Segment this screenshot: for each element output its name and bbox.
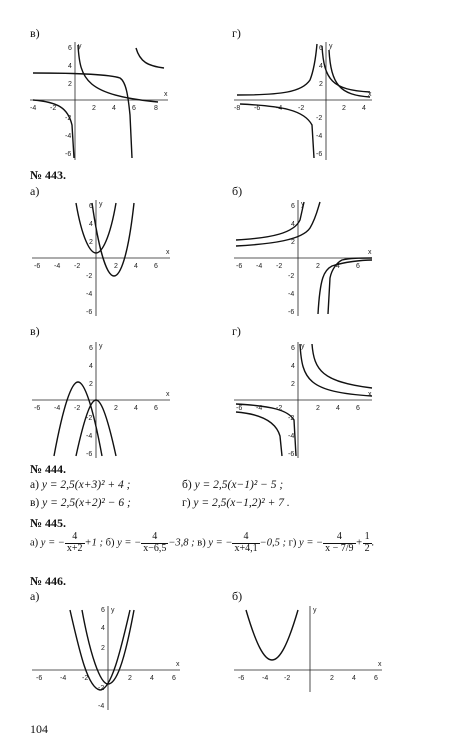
curve [33,73,132,158]
x-axis-label: x [166,391,170,398]
tick-label: -6 [86,451,93,458]
tick-label: 2 [342,105,346,112]
formula-expr: y = 2,5(x−1,2)² + 7 . [193,497,290,509]
tick-label: -2 [50,105,57,112]
tick-label: -6 [34,263,41,270]
graph-446-a [30,604,190,712]
curve [240,104,314,158]
tick-label: 2 [101,645,105,652]
graph-443-v [30,340,180,460]
tick-label: -2 [74,405,81,412]
tick-label: 2 [89,381,93,388]
tick-label: 2 [128,675,132,682]
curve [70,610,130,690]
tick-label: -6 [288,309,295,316]
tick-label: -2 [298,105,305,112]
tick-label: -4 [256,405,263,412]
y-axis-label: y [78,43,82,50]
curve [318,260,372,314]
fraction: $\frac{4}{x+2}$ [66,531,83,554]
tick-label: 2 [330,675,334,682]
tick-label: 6 [319,45,323,52]
problem-444-heading: № 444. [30,462,67,476]
tick-label: 6 [132,105,136,112]
tick-label: 2 [114,263,118,270]
tick-label: 6 [356,263,360,270]
tick-label: 2 [68,81,72,88]
tick-label: -6 [254,105,261,112]
label-g-top: г) [232,26,241,40]
tick-label: -6 [236,263,243,270]
tick-label: 6 [89,345,93,352]
label-a-443: а) [30,184,40,198]
y-axis-label: y [329,43,333,50]
tick-label: -6 [288,451,295,458]
tick-label: -6 [86,309,93,316]
tick-label: -2 [86,273,93,280]
curve [136,48,164,68]
x-axis-label: x [368,391,372,398]
label-v-top: в) [30,26,40,40]
tick-label: -4 [86,433,93,440]
formula-expr: y = 2,5(x−1)² − 5 ; [194,479,284,491]
tick-label: 6 [101,607,105,614]
curve [328,258,372,314]
curve [236,404,296,456]
tick-label: -2 [284,675,291,682]
page-number: 104 [30,722,48,736]
tick-label: 6 [291,345,295,352]
tick-label: 4 [112,105,116,112]
tick-label: 2 [316,405,320,412]
tick-label: 4 [291,363,295,370]
tick-label: -4 [30,105,37,112]
y-axis-label: y [301,343,305,350]
graph-443-b [232,198,382,318]
tick-label: -4 [256,263,263,270]
formula-label: в) [30,497,40,509]
problem-446-heading: № 446. [30,574,67,588]
tick-label: -2 [276,405,283,412]
formula-445 [30,532,374,554]
x-axis-label: x [164,91,168,98]
curve [312,344,372,388]
formula-expr: y = − [299,537,324,549]
curve [92,203,134,276]
tick-label: -4 [262,675,269,682]
label-g-443: г) [232,324,241,338]
tick-label: 4 [89,363,93,370]
tick-label: -2 [74,263,81,270]
y-axis-label: y [99,343,103,350]
graph-443-g [232,340,382,460]
formula-expr: −3,8 ; [168,537,195,549]
label-b-443: б) [232,184,243,198]
curve [78,45,158,102]
formula-label: в) [197,537,206,549]
formula-444-v [30,497,131,509]
label-b-446: б) [232,589,243,603]
tick-label: 6 [154,405,158,412]
tick-label: -6 [36,675,43,682]
tick-label: -4 [86,291,93,298]
fraction: $\frac{4}{x-6,5}$ [143,531,167,554]
tick-label: 4 [134,263,138,270]
tick-label: 2 [92,105,96,112]
tick-label: 2 [89,239,93,246]
tick-label: 4 [319,63,323,70]
problem-445-heading: № 445. [30,516,67,530]
tick-label: -2 [86,415,93,422]
tick-label: 4 [101,625,105,632]
tick-label: 4 [362,105,366,112]
tick-label: 4 [336,263,340,270]
problem-443-heading: № 443. [30,168,67,182]
y-axis-label: y [99,201,103,208]
tick-label: 4 [291,221,295,228]
tick-label: -4 [54,263,61,270]
graph-top-g [232,40,382,165]
tick-label: -4 [98,703,105,710]
formula-expr: y = 2,5(x+3)² + 4 ; [41,479,131,491]
tick-label: 4 [336,405,340,412]
formula-expr: y = 2,5(x+2)² − 6 ; [42,497,131,509]
graph-443-a [30,198,180,318]
formula-label: г) [288,537,297,549]
formula-444-b [182,479,283,491]
fraction: $\frac{4}{x+4,1}$ [234,531,258,554]
tick-label: 6 [68,45,72,52]
tick-label: -4 [316,133,323,140]
tick-label: 2 [291,239,295,246]
y-axis-label: y [301,201,305,208]
tick-label: -2 [288,415,295,422]
graph-446-b [232,604,392,694]
tick-label: 6 [356,405,360,412]
tick-label: 4 [150,675,154,682]
curve [246,610,298,660]
curve [237,44,317,95]
tick-label: -2 [276,263,283,270]
formula-444-a [30,479,131,491]
graph-top-v [28,40,178,165]
tick-label: -4 [65,133,72,140]
x-axis-label: x [176,661,180,668]
tick-label: 2 [291,381,295,388]
tick-label: -6 [34,405,41,412]
formula-label: г) [182,497,191,509]
x-axis-label: x [166,249,170,256]
tick-label: -6 [238,675,245,682]
formula-label: а) [30,537,39,549]
tick-label: 4 [89,221,93,228]
formula-expr: −0,5 ; [259,537,286,549]
tick-label: 2 [316,263,320,270]
tick-label: 6 [154,263,158,270]
tick-label: 4 [352,675,356,682]
fraction: $\frac{4}{x - 7/9}$ [325,531,354,554]
tick-label: -2 [65,115,72,122]
curve [300,344,372,396]
tick-label: 6 [89,203,93,210]
formula-expr: y = − [208,537,233,549]
tick-label: -8 [234,105,241,112]
tick-label: 8 [154,105,158,112]
x-axis-label: x [368,249,372,256]
formula-expr: y = − [117,537,142,549]
fraction: $\frac{1}{2}$ [364,531,370,554]
tick-label: -4 [276,105,283,112]
tick-label: -4 [60,675,67,682]
formula-444-g [182,497,290,509]
tick-label: 2 [114,405,118,412]
tick-label: -2 [82,675,89,682]
formula-label: б) [182,479,192,491]
y-axis-label: y [111,607,115,614]
tick-label: -2 [316,115,323,122]
tick-label: 6 [374,675,378,682]
tick-label: -6 [236,405,243,412]
label-a-446: а) [30,589,40,603]
tick-label: -6 [65,151,72,158]
tick-label: -2 [98,685,105,692]
curve [236,412,282,456]
y-axis-label: y [313,607,317,614]
label-v-443: в) [30,324,40,338]
tick-label: 6 [172,675,176,682]
formula-expr: y = − [40,537,65,549]
tick-label: -4 [288,433,295,440]
formula-expr: +1 ; [84,537,103,549]
tick-label: -6 [316,151,323,158]
x-axis-label: x [368,91,372,98]
formula-expr: + [355,537,363,549]
tick-label: 4 [68,63,72,70]
x-axis-label: x [378,661,382,668]
tick-label: -4 [54,405,61,412]
tick-label: -2 [288,273,295,280]
formula-label: б) [105,537,115,549]
tick-label: 6 [291,203,295,210]
tick-label: -4 [288,291,295,298]
formula-label: а) [30,479,39,491]
tick-label: 2 [319,81,323,88]
formula-expr: . [371,537,375,549]
tick-label: 4 [134,405,138,412]
